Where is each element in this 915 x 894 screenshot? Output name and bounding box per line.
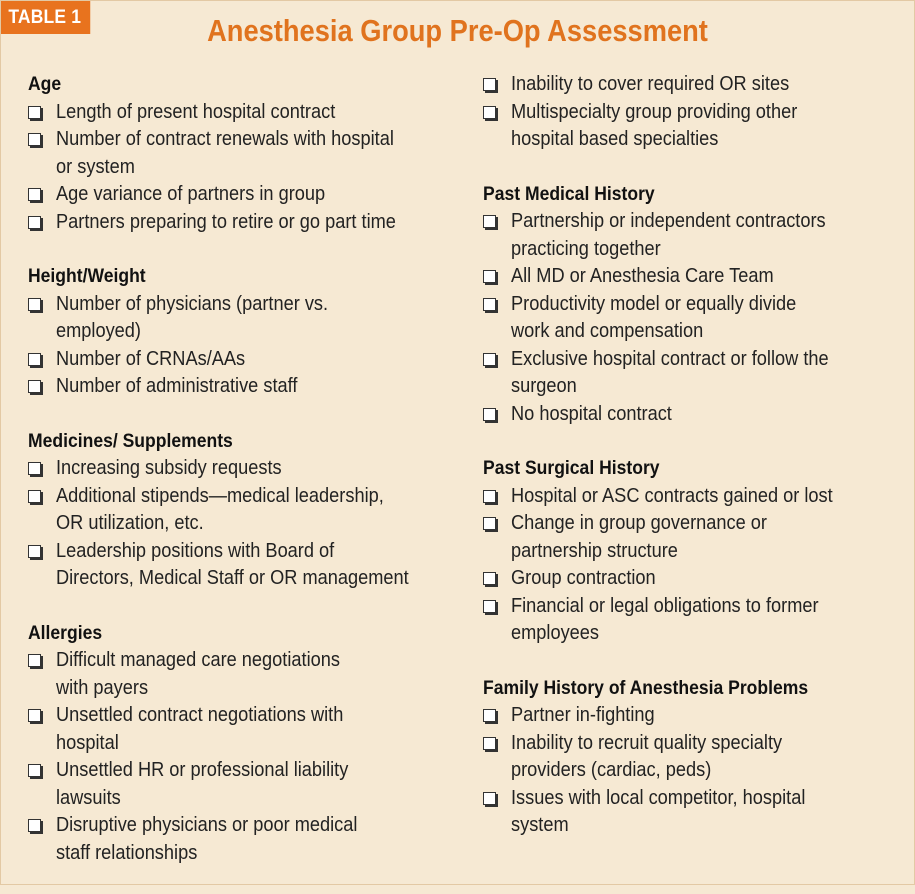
checklist-item-text bbox=[56, 99, 468, 127]
checkbox-icon bbox=[483, 270, 496, 283]
checklist-item bbox=[483, 401, 903, 429]
checklist-item bbox=[28, 702, 468, 757]
section-age bbox=[28, 71, 468, 236]
checklist-item bbox=[483, 593, 903, 648]
checklist-item bbox=[483, 702, 903, 730]
checklist-item-line: employees bbox=[511, 622, 600, 644]
checklist-item-line: partnership structure bbox=[511, 539, 678, 562]
checkbox-icon bbox=[483, 215, 496, 228]
checklist-item bbox=[483, 510, 903, 565]
checklist-item-text bbox=[511, 785, 903, 840]
checklist-item-line: Age variance of partners in group bbox=[56, 183, 326, 205]
checklist-item bbox=[28, 757, 468, 812]
checklist-item-text bbox=[511, 99, 903, 154]
section-heading: Allergies bbox=[28, 621, 103, 644]
checkbox-icon bbox=[483, 572, 496, 585]
section-heading: Family History of Anesthesia Problems bbox=[483, 676, 809, 699]
checkbox-icon bbox=[483, 408, 496, 421]
section-height-weight bbox=[28, 263, 468, 401]
checklist-item-text bbox=[511, 702, 903, 730]
checklist-item bbox=[28, 373, 468, 401]
checklist-item bbox=[483, 263, 903, 291]
checklist-item bbox=[28, 126, 468, 181]
checkbox-icon bbox=[483, 792, 496, 805]
checklist-item-line: Increasing subsidy requests bbox=[56, 457, 282, 479]
section-past-surgical-history bbox=[483, 455, 903, 648]
checkbox-icon bbox=[483, 517, 496, 530]
checkbox-icon bbox=[28, 353, 41, 366]
checklist-item-text bbox=[511, 346, 903, 401]
section-family-history-of-anesthesia-problems bbox=[483, 675, 903, 840]
checklist-item-line: hospital bbox=[56, 731, 119, 754]
checklist-item bbox=[28, 538, 468, 593]
checklist bbox=[28, 99, 468, 237]
checklist-item-text bbox=[56, 181, 468, 209]
checklist-item bbox=[28, 99, 468, 127]
checkbox-icon bbox=[483, 298, 496, 311]
checklist-item-line: OR utilization, etc. bbox=[56, 512, 204, 534]
checklist-item bbox=[483, 346, 903, 401]
checkbox-icon bbox=[28, 188, 41, 201]
checklist-item-line: work and compensation bbox=[511, 320, 704, 342]
checklist bbox=[28, 291, 468, 401]
checklist bbox=[483, 702, 903, 840]
checklist-item-line: hospital based specialties bbox=[511, 128, 719, 150]
checklist-item bbox=[483, 785, 903, 840]
checklist-item-line: Directors, Medical Staff or OR management bbox=[56, 567, 409, 589]
checklist-item bbox=[483, 291, 903, 346]
checklist-item-line: Issues with local competitor, hospital bbox=[511, 786, 806, 809]
checklist-item-line: Length of present hospital contract bbox=[56, 100, 336, 123]
checkbox-icon bbox=[28, 819, 41, 832]
checklist bbox=[483, 208, 903, 428]
checkbox-icon bbox=[28, 216, 41, 229]
checklist-item-line: providers (cardiac, peds) bbox=[511, 759, 712, 781]
checklist-item-text bbox=[511, 71, 903, 99]
checklist-item-line: Inability to cover required OR sites bbox=[511, 73, 790, 95]
section-heading: Height/Weight bbox=[28, 265, 146, 287]
checklist-item-line: Unsettled HR or professional liability bbox=[56, 759, 349, 781]
checklist-item-line: Disruptive physicians or poor medical bbox=[56, 814, 358, 836]
right-column bbox=[483, 71, 903, 867]
checklist-item bbox=[28, 181, 468, 209]
checklist-item-line: Change in group governance or bbox=[511, 512, 767, 534]
checkbox-icon bbox=[483, 490, 496, 503]
checklist-item-text bbox=[56, 483, 468, 538]
checklist-item-text bbox=[56, 373, 468, 401]
section-continued bbox=[483, 71, 903, 154]
section-medicines-supplements bbox=[28, 428, 468, 593]
checklist-item-line: with payers bbox=[56, 676, 149, 699]
checklist-item-line: Number of CRNAs/AAs bbox=[56, 347, 246, 370]
checklist-item-line: system bbox=[511, 814, 569, 836]
checklist-item bbox=[483, 730, 903, 785]
checklist bbox=[483, 71, 903, 154]
checklist-item-text bbox=[511, 401, 903, 429]
checklist-item-line: Partnership or independent contractors bbox=[511, 210, 826, 232]
section-past-medical-history bbox=[483, 181, 903, 429]
checkbox-icon bbox=[483, 709, 496, 722]
checklist-item bbox=[28, 812, 468, 867]
checklist-item-line: Difficult managed care negotiations bbox=[56, 649, 340, 671]
checklist-item bbox=[483, 99, 903, 154]
checklist-item-line: Partners preparing to retire or go part time bbox=[56, 210, 396, 233]
checkbox-icon bbox=[28, 133, 41, 146]
checkbox-icon bbox=[483, 600, 496, 613]
checklist-item-line: or system bbox=[56, 155, 135, 178]
checkbox-icon bbox=[483, 106, 496, 119]
checklist-item-text bbox=[56, 126, 468, 181]
checklist-item-text bbox=[511, 208, 903, 263]
checkbox-icon bbox=[483, 353, 496, 366]
checklist-item-line: Exclusive hospital contract or follow the bbox=[511, 347, 829, 370]
checkbox-icon bbox=[28, 764, 41, 777]
checklist-item-line: Inability to recruit quality specialty bbox=[511, 731, 783, 754]
checklist-item-line: All MD or Anesthesia Care Team bbox=[511, 265, 774, 287]
checkbox-icon bbox=[28, 654, 41, 667]
checklist-item-line: Number of contract renewals with hospital bbox=[56, 128, 394, 150]
checklist-item-line: Multispecialty group providing other bbox=[511, 100, 798, 123]
checklist-item bbox=[28, 647, 468, 702]
section-allergies bbox=[28, 620, 468, 868]
checklist-item-text bbox=[56, 346, 468, 374]
checklist-item-line: Group contraction bbox=[511, 567, 656, 589]
checklist-item-line: lawsuits bbox=[56, 786, 121, 809]
checklist-item bbox=[28, 483, 468, 538]
section-heading: Medicines/ Supplements bbox=[28, 429, 233, 452]
checklist-item-line: Partner in-fighting bbox=[511, 704, 655, 726]
checklist-item-text bbox=[56, 702, 468, 757]
checklist-item-line: Unsettled contract negotiations with bbox=[56, 704, 344, 726]
checklist-item-text bbox=[511, 291, 903, 346]
checklist-item-text bbox=[56, 647, 468, 702]
checklist bbox=[483, 483, 903, 648]
checkbox-icon bbox=[28, 106, 41, 119]
checkbox-icon bbox=[28, 298, 41, 311]
checkbox-icon bbox=[28, 709, 41, 722]
checklist-item-line: practicing together bbox=[511, 237, 661, 260]
section-heading: Past Medical History bbox=[483, 182, 655, 205]
checkbox-icon bbox=[28, 490, 41, 503]
checklist-item-text bbox=[511, 730, 903, 785]
checklist-item bbox=[28, 291, 468, 346]
section-heading: Age bbox=[28, 73, 62, 95]
checklist-item-text bbox=[511, 510, 903, 565]
checklist-item-line: employed) bbox=[56, 320, 141, 342]
checklist bbox=[28, 455, 468, 593]
table-number-badge: TABLE 1 bbox=[1, 1, 90, 34]
checklist-item bbox=[28, 346, 468, 374]
checklist-item-line: surgeon bbox=[511, 375, 577, 397]
checklist-item-line: Financial or legal obligations to former bbox=[511, 594, 819, 617]
checklist-item bbox=[483, 208, 903, 263]
checklist-item-line: Number of physicians (partner vs. bbox=[56, 292, 329, 315]
checklist-item bbox=[483, 565, 903, 593]
checklist-item-line: Additional stipends—medical leadership, bbox=[56, 484, 384, 507]
checklist-item-line: staff relationships bbox=[56, 841, 198, 864]
checklist-item-line: Leadership positions with Board of bbox=[56, 539, 335, 562]
checkbox-icon bbox=[28, 380, 41, 393]
checklist-item bbox=[483, 483, 903, 511]
checklist-item-text bbox=[511, 263, 903, 291]
checklist bbox=[28, 647, 468, 867]
page-title: Anesthesia Group Pre-Op Assessment bbox=[207, 13, 708, 48]
checklist-item-text bbox=[56, 812, 468, 867]
checklist-item-text bbox=[56, 291, 468, 346]
checklist-item bbox=[483, 71, 903, 99]
checklist-item-text bbox=[56, 455, 468, 483]
checkbox-icon bbox=[28, 462, 41, 475]
checklist-item bbox=[28, 455, 468, 483]
checklist-item-text bbox=[511, 565, 903, 593]
checkbox-icon bbox=[483, 78, 496, 91]
section-heading: Past Surgical History bbox=[483, 457, 660, 479]
checklist-item-line: Productivity model or equally divide bbox=[511, 292, 797, 315]
checkbox-icon bbox=[28, 545, 41, 558]
checklist-item-text bbox=[56, 538, 468, 593]
checklist-item bbox=[28, 209, 468, 237]
checkbox-icon bbox=[483, 737, 496, 750]
checklist-item-text bbox=[56, 209, 468, 237]
checklist-item-text bbox=[511, 593, 903, 648]
checklist-item-line: No hospital contract bbox=[511, 402, 672, 425]
checklist-item-line: Hospital or ASC contracts gained or lost bbox=[511, 484, 833, 507]
checklist-item-line: Number of administrative staff bbox=[56, 375, 298, 397]
checklist-item-text bbox=[511, 483, 903, 511]
checklist-item-text bbox=[56, 757, 468, 812]
left-column bbox=[28, 71, 468, 894]
